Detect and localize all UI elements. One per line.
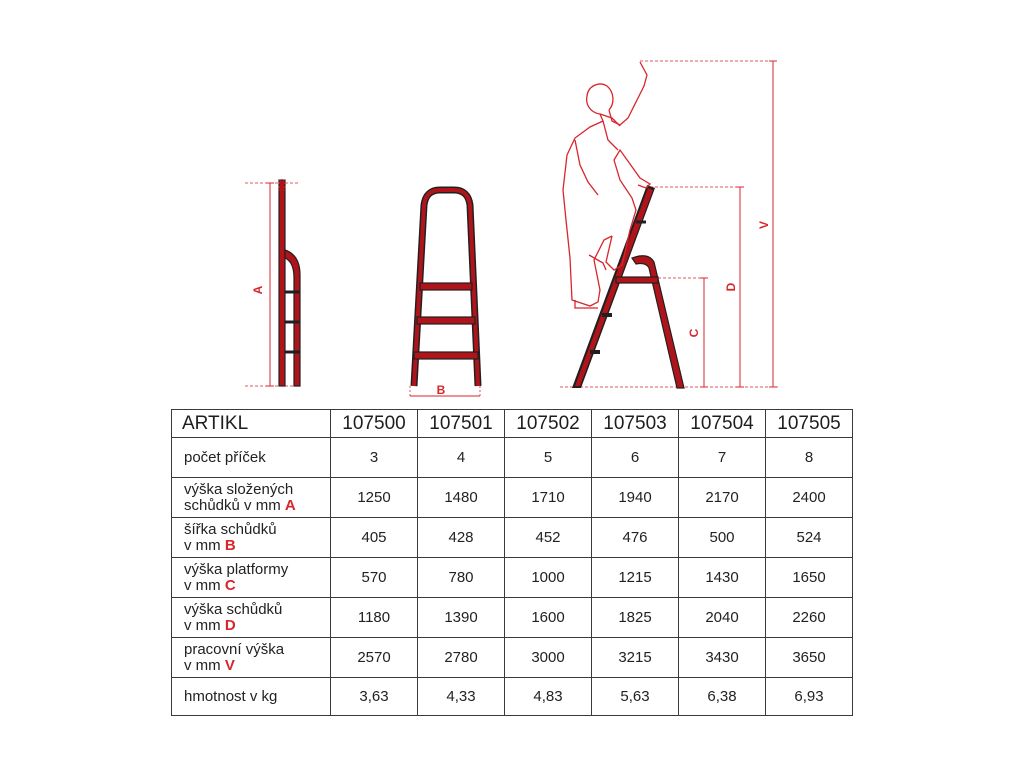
header-article: 107501: [418, 410, 505, 438]
table-header-row: [172, 410, 853, 438]
cell-value: 452: [505, 518, 592, 558]
cell-value: 1650: [766, 558, 853, 598]
dimension-c-label: C: [687, 328, 701, 338]
cell-value: 1390: [418, 598, 505, 638]
row-label: [172, 678, 331, 716]
cell-value: 2780: [418, 638, 505, 678]
header-article: 107505: [766, 410, 853, 438]
cell-value: 2570: [331, 638, 418, 678]
cell-value: 8: [766, 438, 853, 478]
cell-value: 4,33: [418, 678, 505, 716]
cell-value: 405: [331, 518, 418, 558]
row-label-text: výška platformy: [184, 560, 289, 578]
folded-ladder-view: [245, 180, 300, 386]
cell-value: 4,83: [505, 678, 592, 716]
row-label: [172, 438, 331, 478]
row-label-text: počet příček: [184, 448, 266, 466]
side-ladder-with-person-view: [560, 61, 778, 388]
row-label-text-part: v mm: [184, 576, 221, 594]
cell-value: 1215: [592, 558, 679, 598]
header-article: 107503: [592, 410, 679, 438]
cell-value: 2400: [766, 478, 853, 518]
cell-value: 428: [418, 518, 505, 558]
cell-value: 6,38: [679, 678, 766, 716]
table-row: [172, 438, 853, 478]
dimension-letter: A: [284, 496, 296, 514]
row-label: [172, 478, 331, 518]
cell-value: 3: [331, 438, 418, 478]
cell-value: 524: [766, 518, 853, 558]
cell-value: 7: [679, 438, 766, 478]
cell-value: 2040: [679, 598, 766, 638]
cell-value: 1480: [418, 478, 505, 518]
cell-value: 3,63: [331, 678, 418, 716]
row-label-text-part: v mm: [184, 656, 221, 674]
row-label-text: výška složených: [184, 480, 294, 498]
table-row: [172, 518, 853, 558]
dimension-letter: D: [224, 616, 236, 634]
cell-value: 476: [592, 518, 679, 558]
row-label-text: šířka schůdků: [184, 520, 277, 538]
cell-value: 4: [418, 438, 505, 478]
row-label-text-part: schůdků v mm: [184, 496, 281, 514]
row-label: [172, 558, 331, 598]
cell-value: 1430: [679, 558, 766, 598]
cell-value: 5: [505, 438, 592, 478]
cell-value: 1250: [331, 478, 418, 518]
cell-value: 3650: [766, 638, 853, 678]
row-label-text: pracovní výška: [184, 640, 285, 658]
person-figure: [563, 62, 650, 308]
cell-value: 3430: [679, 638, 766, 678]
row-label-text: [184, 658, 330, 674]
header-article: 107500: [331, 410, 418, 438]
row-label-text: [184, 578, 330, 594]
specification-table: [171, 409, 853, 716]
cell-value: 3215: [592, 638, 679, 678]
cell-value: 6,93: [766, 678, 853, 716]
dimension-letter: V: [224, 656, 235, 674]
header-label-artikl: ARTIKL: [172, 410, 331, 438]
row-label-text: [184, 618, 330, 634]
row-label-text: hmotnost v kg: [184, 687, 278, 705]
table-row: [172, 478, 853, 518]
table-row: [172, 638, 853, 678]
row-label: [172, 638, 331, 678]
cell-value: 2260: [766, 598, 853, 638]
row-label-text: [184, 498, 330, 514]
dimension-a-label: A: [251, 285, 265, 295]
row-label: [172, 598, 331, 638]
row-label-text-part: v mm: [184, 616, 221, 634]
dimension-letter: B: [224, 536, 236, 554]
table-row: [172, 598, 853, 638]
front-ladder-view: [410, 190, 480, 398]
dimension-d-label: D: [724, 282, 738, 292]
header-article: 107504: [679, 410, 766, 438]
row-label-text: [184, 538, 330, 554]
cell-value: 1940: [592, 478, 679, 518]
cell-value: 6: [592, 438, 679, 478]
table-row: [172, 558, 853, 598]
table-row: [172, 678, 853, 716]
row-label: [172, 518, 331, 558]
cell-value: 1000: [505, 558, 592, 598]
dimension-letter: C: [224, 576, 236, 594]
cell-value: 780: [418, 558, 505, 598]
cell-value: 1180: [331, 598, 418, 638]
cell-value: 1710: [505, 478, 592, 518]
row-label-text-part: v mm: [184, 536, 221, 554]
cell-value: 1825: [592, 598, 679, 638]
cell-value: 5,63: [592, 678, 679, 716]
cell-value: 570: [331, 558, 418, 598]
cell-value: 2170: [679, 478, 766, 518]
dimension-v-label: V: [757, 220, 771, 230]
cell-value: 500: [679, 518, 766, 558]
cell-value: 3000: [505, 638, 592, 678]
cell-value: 1600: [505, 598, 592, 638]
dimension-b-label: B: [436, 383, 446, 397]
header-article: 107502: [505, 410, 592, 438]
row-label-text: výška schůdků: [184, 600, 283, 618]
